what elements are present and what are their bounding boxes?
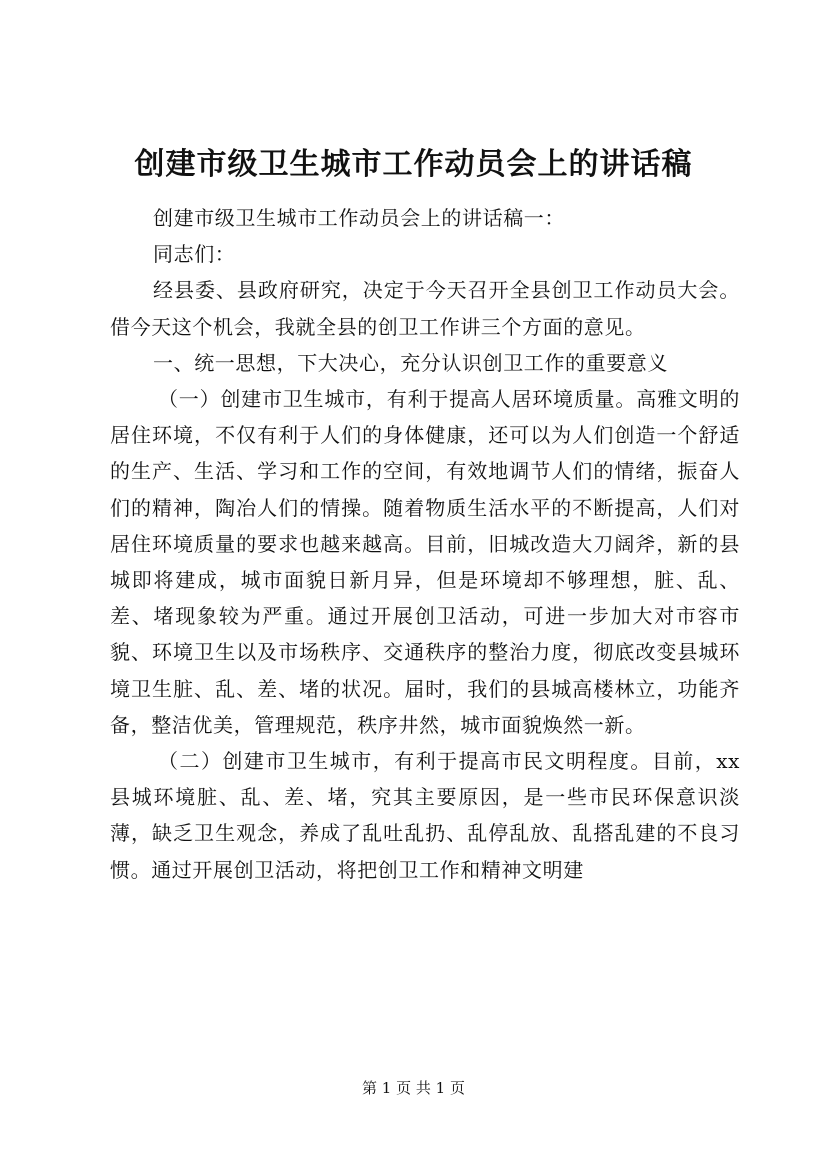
paragraph-point-1: （一）创建市卫生城市，有利于提高人居环境质量。高雅文明的居住环境，不仅有利于人们的身体健康，还可以为人们创造一个舒适的生产、生活、学习和工作的空间，有效地调节人们的情绪，振奋人们的精神，陶冶人们的情操。随着物质生活水平的不断提高，人们对居住环境质量的要求也越来越高。目前，旧城改造大刀阔斧，新的县城即将建成，城市面貌日新月异，但是环境却不够理想，脏、乱、差、堵现象较为严重。通过开展创卫活动，可进一步加大对市容市貌、环境卫生以及市场秩序、交通秩序的整治力度，彻底改变县城环境卫生脏、乱、差、堵的状况。届时，我们的县城高楼林立，功能齐备，整洁优美，管理规范，秩序井然，城市面貌焕然一新。 xyxy=(110,387,740,737)
section-heading: 一、统一思想，下大决心，充分认识创卫工作的重要意义 xyxy=(153,350,668,375)
document-title: 创建市级卫生城市工作动员会上的讲话稿 xyxy=(134,147,693,182)
paragraph-intro: 经县委、县政府研究，决定于今天召开全县创卫工作动员大会。借今天这个机会，我就全县的创卫工作讲三个方面的意见。 xyxy=(110,278,740,339)
page-footer: 第 1 页 共 1 页 xyxy=(362,1079,465,1097)
document-body xyxy=(110,200,740,888)
subtitle-line: 创建市级卫生城市工作动员会上的讲话稿一： xyxy=(153,206,565,230)
salutation: 同志们： xyxy=(153,242,236,267)
paragraph-point-2: （二）创建市卫生城市，有利于提高市民文明程度。目前，xx 县城环境脏、乱、差、堵，究其主要原因，是一些市民环保意识淡薄，缺乏卫生观念，养成了乱吐乱扔、乱停乱放、乱搭乱建的不良习惯。通过开展创卫活动，将把创卫工作和精神文明建 xyxy=(110,749,740,882)
